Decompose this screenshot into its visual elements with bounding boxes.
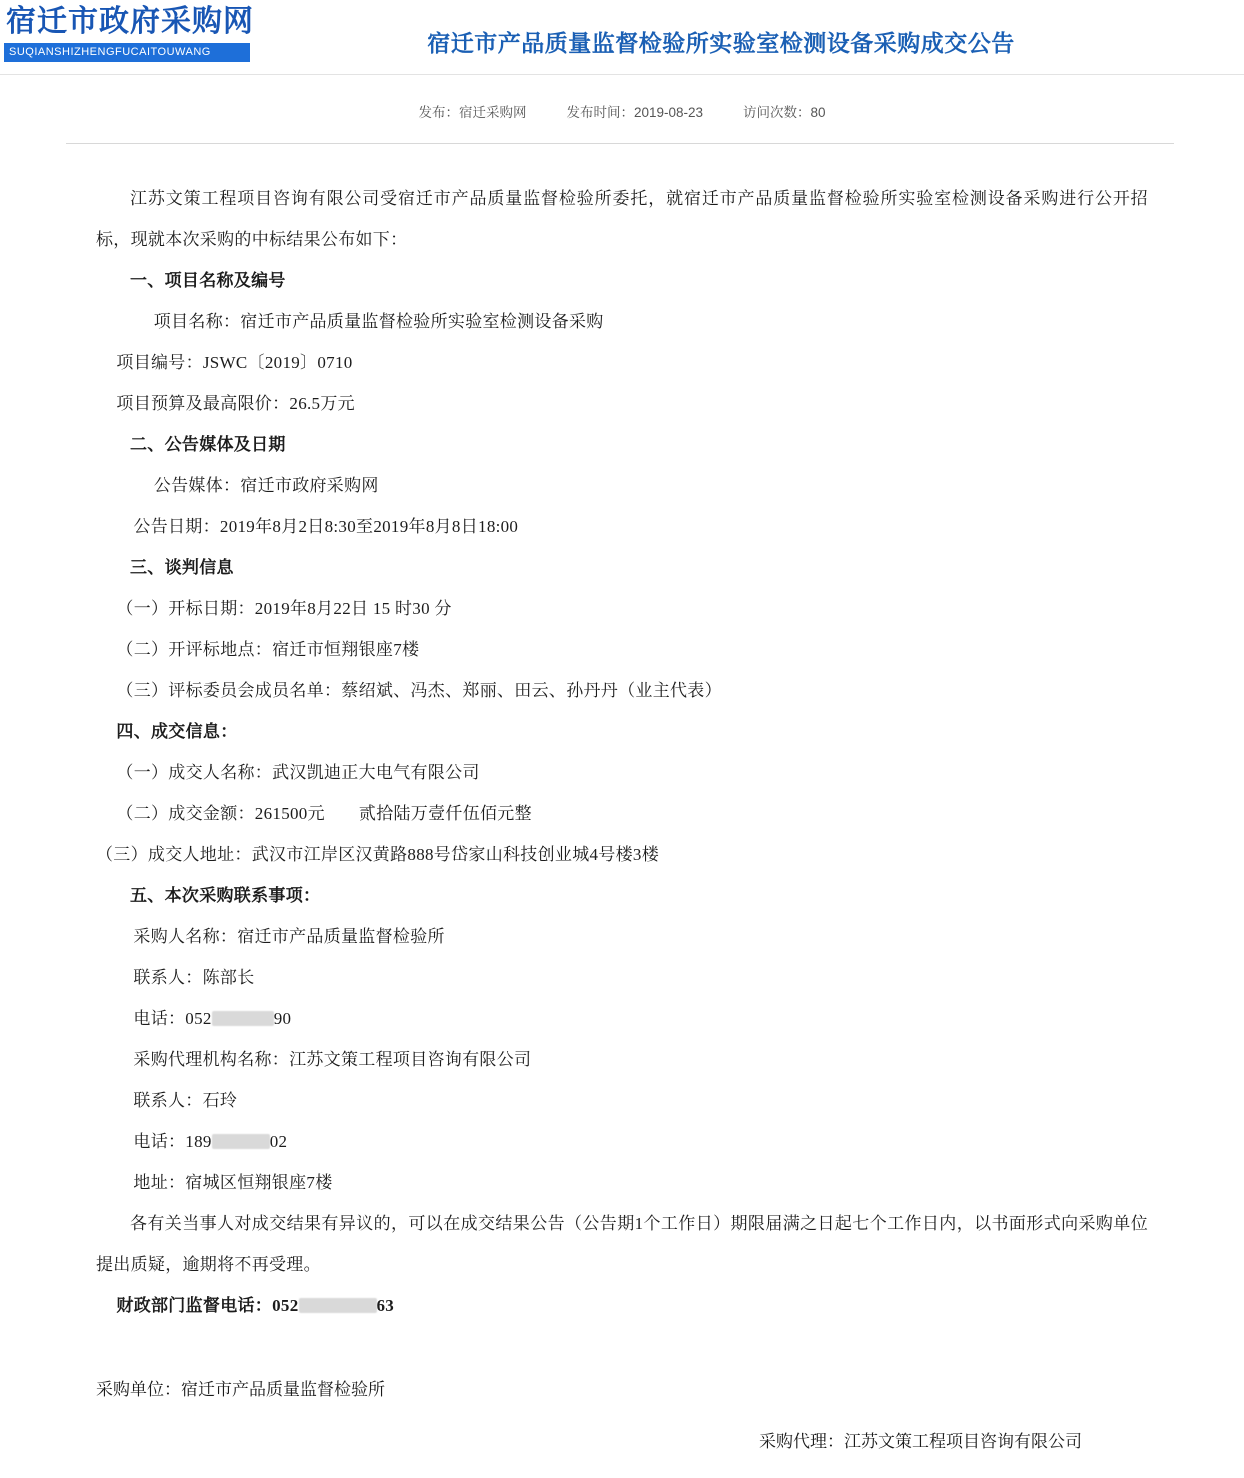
- logo-title: 宿迁市政府采购网: [6, 5, 254, 38]
- meta-visits-value: 80: [810, 105, 826, 120]
- winner-address: （三）成交人地址：武汉市江岸区汉黄路888号岱家山科技创业城4号楼3楼: [96, 845, 659, 864]
- site-header: [0, 0, 1244, 75]
- footer-purchaser: 采购单位：宿迁市产品质量监督检验所: [96, 1380, 385, 1399]
- buyer-name: 采购人名称：宿迁市产品质量监督检验所: [133, 927, 445, 946]
- objection-paragraph: 各有关当事人对成交结果有异议的，可以在成交结果公告（公告期1个工作日）期限届满之日起七个工作日内，以书面形式向采购单位提出质疑，逾期将不再受理。: [96, 1214, 1148, 1274]
- review-committee: （三）评标委员会成员名单：蔡绍斌、冯杰、郑丽、田云、孙丹丹（业主代表）: [116, 681, 722, 700]
- winner-name: （一）成交人名称：武汉凯迪正大电气有限公司: [116, 763, 480, 782]
- article-meta: [0, 75, 1244, 143]
- redacted-phone-block: [299, 1298, 377, 1313]
- agency-address: 地址：宿城区恒翔银座7楼: [133, 1173, 333, 1192]
- winner-amount-words: 贰拾陆万壹仟伍佰元整: [358, 804, 532, 823]
- supervise-phone-suffix: 63: [376, 1296, 395, 1315]
- meta-visits-label: 访问次数：: [743, 105, 811, 120]
- intro-paragraph: 江苏文策工程项目咨询有限公司受宿迁市产品质量监督检验所委托，就宿迁市产品质量监督检验所实验室检测设备采购进行公开招标，现就本次采购的中标结果公布如下：: [96, 189, 1148, 249]
- buyer-phone-prefix: 电话：052: [133, 1009, 212, 1028]
- announce-date: 公告日期：2019年8月2日8:30至2019年8月8日18:00: [133, 517, 519, 536]
- site-logo[interactable]: [0, 0, 258, 74]
- logo-pinyin: SUQIANSHIZHENGFUCAITOUWANG: [4, 43, 250, 62]
- meta-time-label: 发布时间：: [566, 105, 634, 120]
- supervise-phone: [96, 1285, 1148, 1326]
- section-5-title: 五、本次采购联系事项：: [130, 886, 321, 905]
- meta-publisher-value: 宿迁采购网: [458, 105, 527, 120]
- agency-name: 采购代理机构名称：江苏文策工程项目咨询有限公司: [133, 1050, 532, 1069]
- agency-contact: 联系人：石玲: [133, 1091, 238, 1110]
- bid-open-date: （一）开标日期：2019年8月22日 15 时30 分: [116, 599, 452, 618]
- announcement-body: [0, 144, 1244, 1336]
- winner-amount-number: （二）成交金额：261500元: [116, 804, 325, 823]
- project-budget: 项目预算及最高限价：26.5万元: [116, 394, 355, 413]
- bid-open-place: （二）开评标地点：宿迁市恒翔银座7楼: [116, 640, 420, 659]
- meta-time-value: 2019-08-23: [633, 105, 704, 120]
- section-1-title: 一、项目名称及编号: [130, 271, 286, 290]
- buyer-contact: 联系人：陈部长: [133, 968, 255, 987]
- meta-publisher: [418, 101, 526, 121]
- announce-media: 公告媒体：宿迁市政府采购网: [153, 476, 379, 495]
- meta-time: [566, 101, 703, 121]
- agency-phone: [96, 1121, 1148, 1162]
- redacted-phone-block: [212, 1011, 274, 1026]
- winner-amount: [96, 793, 1148, 834]
- redacted-phone-block: [212, 1134, 270, 1149]
- buyer-phone-suffix: 90: [273, 1009, 292, 1028]
- project-name: 项目名称：宿迁市产品质量监督检验所实验室检测设备采购: [153, 312, 604, 331]
- meta-publisher-label: 发布：: [418, 105, 459, 120]
- agency-phone-prefix: 电话：189: [133, 1132, 212, 1151]
- section-3-title: 三、谈判信息: [130, 558, 234, 577]
- announcement-footer: [0, 1336, 1244, 1478]
- page-title: 宿迁市产品质量监督检验所实验室检测设备采购成交公告: [427, 30, 1015, 56]
- supervise-phone-prefix: 财政部门监督电话：052: [116, 1296, 299, 1315]
- section-2-title: 二、公告媒体及日期: [130, 435, 286, 454]
- buyer-phone: [96, 998, 1148, 1039]
- project-code: 项目编号：JSWC〔2019〕0710: [116, 353, 353, 372]
- meta-visits: [743, 101, 826, 121]
- footer-agent: 采购代理：江苏文策工程项目咨询有限公司: [759, 1432, 1082, 1451]
- agency-phone-suffix: 02: [269, 1132, 288, 1151]
- section-4-title: 四、成交信息：: [116, 722, 238, 741]
